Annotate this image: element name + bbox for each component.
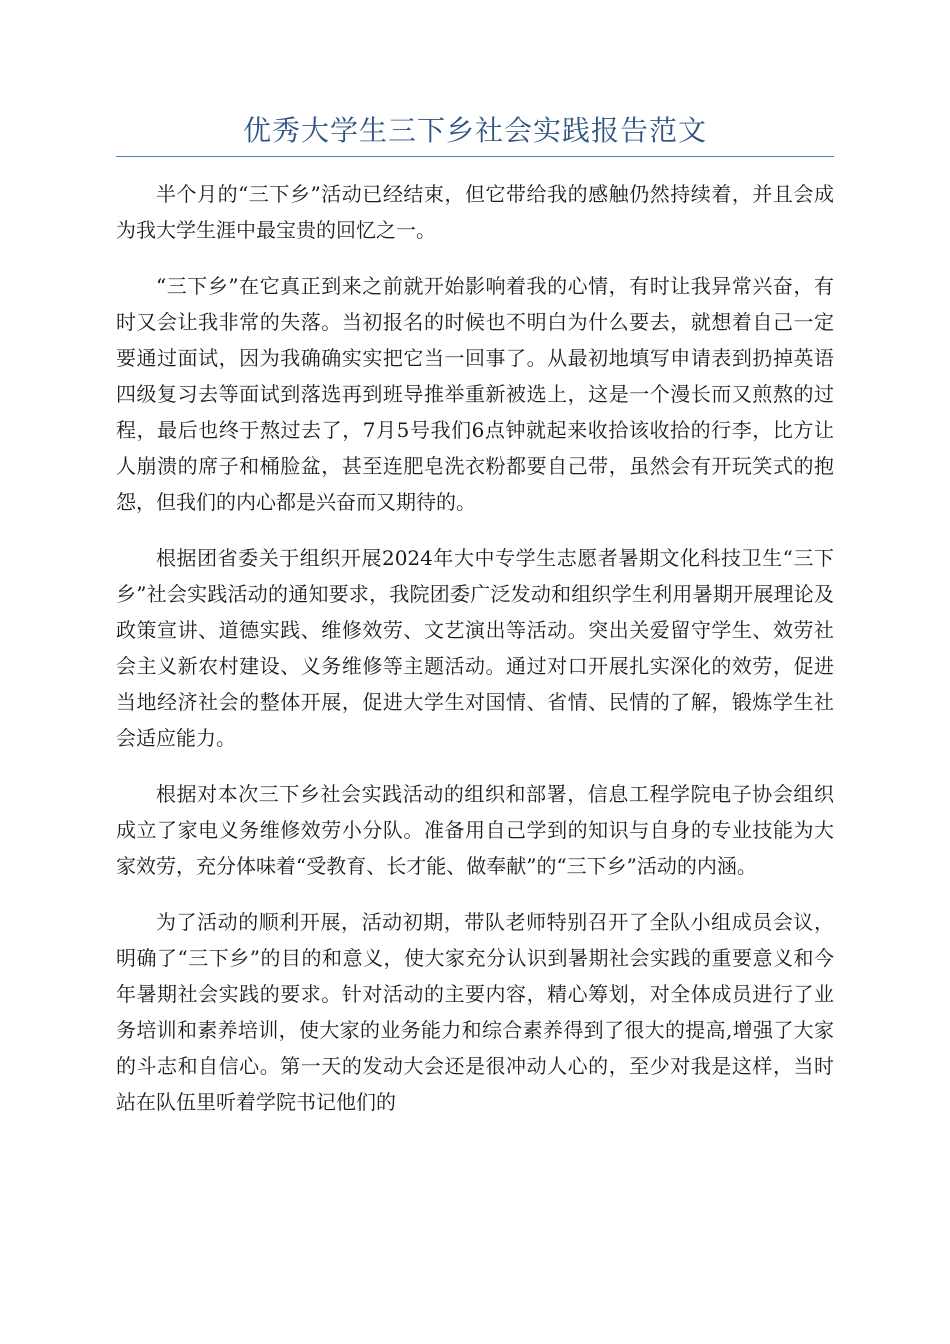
page-title: 优秀大学生三下乡社会实践报告范文 (242, 114, 707, 147)
paragraph: “三下乡”在它真正到来之前就开始影响着我的心情，有时让我异常兴奋，有时又会让我非常的失落。当初报名的时候也不明白为什么要去，就想着自己一定要通过面试，因为我确确实实把它当一回事了。从最初地填写申请表到扔掉英语四级复习去等面试到落选再到班导推举重新被选上，这是一个漫长而又煎熬的过程，最后也终于熬过去了，7月5号我们6点钟就起来收拾该收拾的行李，比方让人崩溃的席子和桶脸盆，甚至连肥皂洗衣粉都要自己带，虽然会有开玩笑式的抱怨，但我们的内心都是兴奋而又期待的。 (116, 274, 834, 514)
title-block (116, 106, 834, 157)
paragraph: 根据对本次三下乡社会实践活动的组织和部署，信息工程学院电子协会组织成立了家电义务维修效劳小分队。准备用自己学到的知识与自身的专业技能为大家效劳，充分体味着“受教育、长才能、做奉献”的“三下乡”活动的内涵。 (116, 782, 834, 878)
paragraph: 为了活动的顺利开展，活动初期，带队老师特别召开了全队小组成员会议，明确了“三下乡”的目的和意义，使大家充分认识到暑期社会实践的重要意义和今年暑期社会实践的要求。针对活动的主要内容，精心筹划，对全体成员进行了业务培训和素养培训，使大家的业务能力和综合素养得到了很大的提高,增强了大家的斗志和自信心。第一天的发动大会还是很冲动人心的，至少对我是这样，当时站在队伍里听着学院书记他们的 (116, 910, 834, 1114)
document-body (116, 176, 834, 1140)
paragraph: 根据团省委关于组织开展2024年大中专学生志愿者暑期文化科技卫生“三下乡”社会实践活动的通知要求，我院团委广泛发动和组织学生利用暑期开展理论及政策宣讲、道德实践、维修效劳、文艺演出等活动。突出关爱留守学生、效劳社会主义新农村建设、义务维修等主题活动。通过对口开展扎实深化的效劳，促进当地经济社会的整体开展，促进大学生对国情、省情、民情的了解，锻炼学生社会适应能力。 (116, 546, 834, 750)
paragraph: 半个月的“三下乡”活动已经结束，但它带给我的感触仍然持续着，并且会成为我大学生涯中最宝贵的回忆之一。 (116, 182, 834, 242)
